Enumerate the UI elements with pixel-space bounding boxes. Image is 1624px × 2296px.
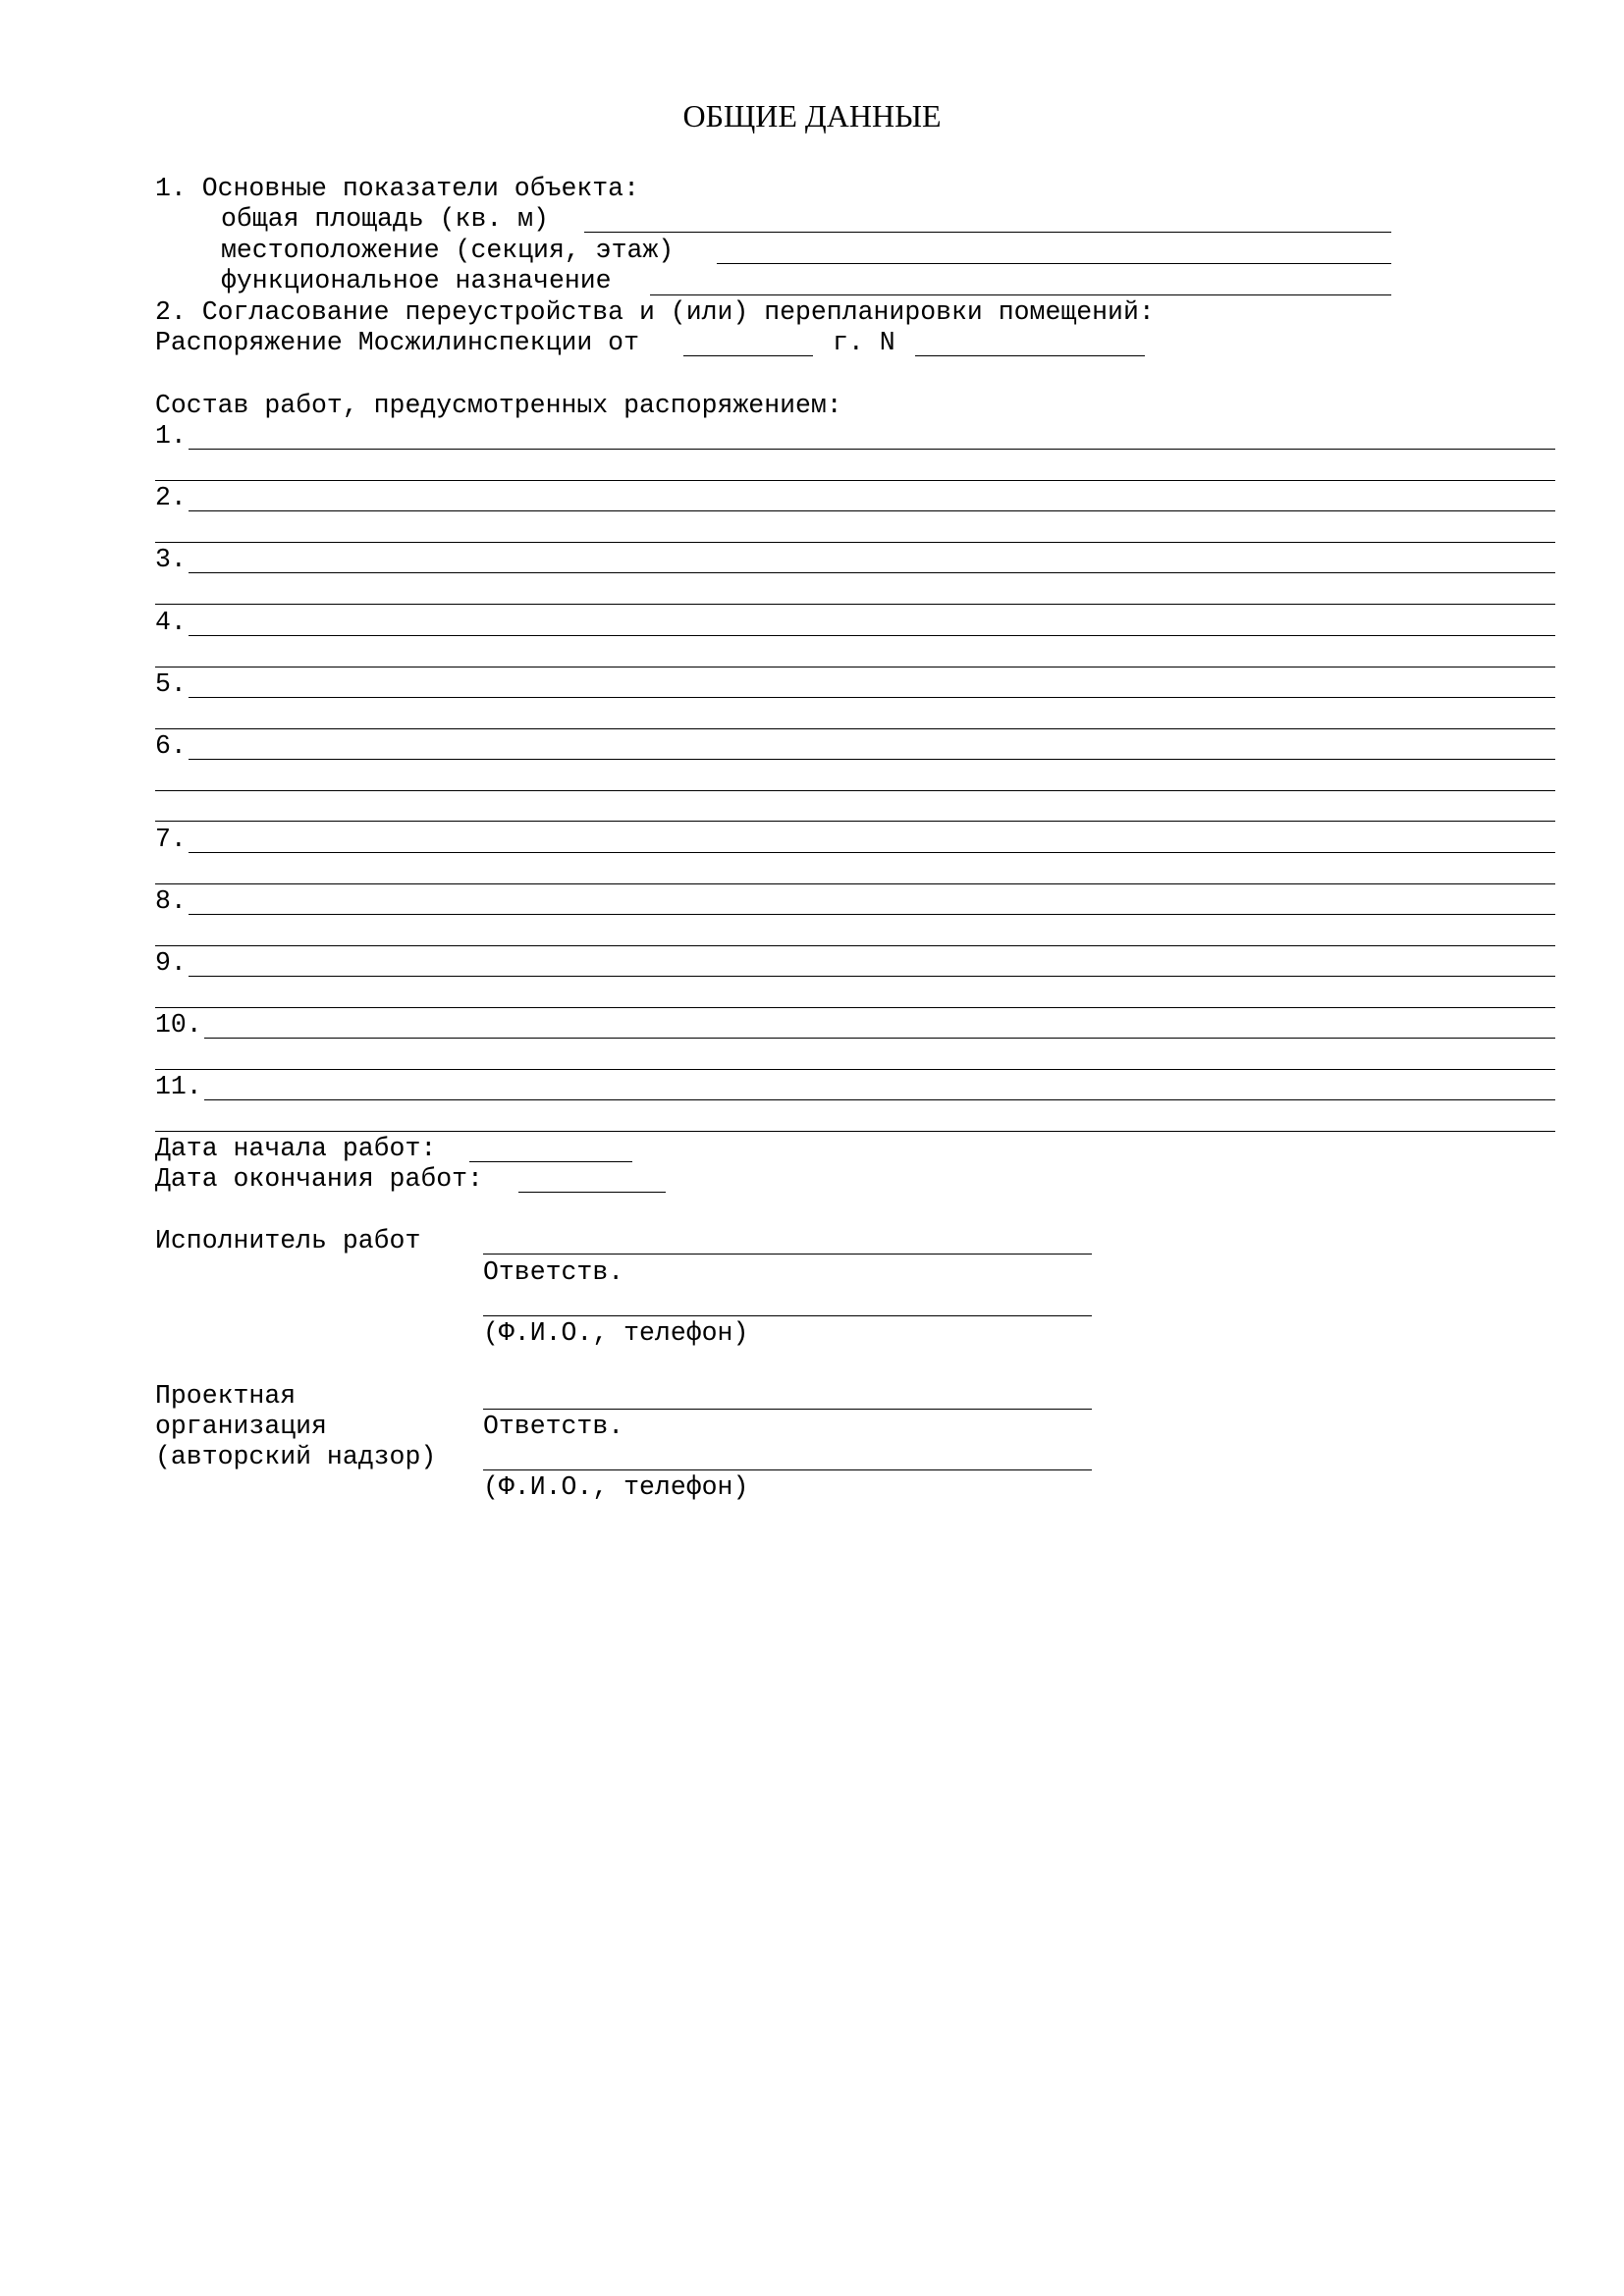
start-date-label: Дата начала работ: (155, 1134, 437, 1163)
work-item-number: 8. (155, 886, 187, 916)
design-org-label-1: Проектная (155, 1381, 297, 1411)
section2-heading: 2. Согласование переустройства и (или) перепланировки помещений: (155, 297, 1155, 327)
work-item-number: 3. (155, 545, 187, 574)
document-title: ОБЩИЕ ДАННЫЕ (682, 98, 942, 133)
order-number-field[interactable] (915, 355, 1145, 356)
work-item-line[interactable] (189, 635, 1555, 636)
end-date-field[interactable] (518, 1192, 666, 1193)
design-org-label-2: организация (155, 1412, 327, 1441)
order-year-label: г. N (833, 328, 895, 357)
work-item-line[interactable] (189, 572, 1555, 573)
work-item-number: 11. (155, 1072, 202, 1101)
work-item-line[interactable] (155, 1007, 1555, 1008)
section1-heading: 1. Основные показатели объекта: (155, 174, 639, 203)
work-item-line[interactable] (155, 821, 1555, 822)
design-org-contact-field[interactable] (483, 1469, 1092, 1470)
contractor-contact-caption: (Ф.И.О., телефон) (483, 1318, 749, 1348)
design-org-label-3: (авторский надзор) (155, 1442, 437, 1471)
work-item-number: 4. (155, 608, 187, 637)
work-item-number: 1. (155, 421, 187, 451)
work-item-line[interactable] (155, 728, 1555, 729)
work-item-line[interactable] (155, 883, 1555, 884)
design-org-contact-caption: (Ф.И.О., телефон) (483, 1472, 749, 1502)
work-item-line[interactable] (155, 604, 1555, 605)
work-item-line[interactable] (189, 449, 1555, 450)
area-field[interactable] (584, 232, 1391, 233)
purpose-field[interactable] (650, 294, 1391, 295)
order-prefix-label: Распоряжение Мосжилинспекции от (155, 328, 639, 357)
work-item-line[interactable] (189, 759, 1555, 760)
work-item-line[interactable] (155, 1131, 1555, 1132)
work-item-line[interactable] (189, 510, 1555, 511)
purpose-label: функциональное назначение (221, 266, 612, 295)
work-item-number: 2. (155, 483, 187, 512)
works-heading: Состав работ, предусмотренных распоряжением: (155, 391, 842, 420)
work-item-line[interactable] (189, 914, 1555, 915)
contractor-name-field[interactable] (483, 1254, 1092, 1255)
location-field[interactable] (717, 263, 1391, 264)
work-item-number: 9. (155, 948, 187, 978)
work-item-line[interactable] (189, 852, 1555, 853)
work-item-line[interactable] (189, 697, 1555, 698)
work-item-number: 10. (155, 1010, 202, 1040)
work-item-number: 5. (155, 669, 187, 699)
contractor-label: Исполнитель работ (155, 1226, 421, 1255)
design-org-responsible-label: Ответств. (483, 1412, 624, 1441)
work-item-number: 7. (155, 825, 187, 854)
work-item-line[interactable] (204, 1099, 1555, 1100)
end-date-label: Дата окончания работ: (155, 1164, 483, 1194)
area-label: общая площадь (кв. м) (221, 204, 549, 234)
work-item-line[interactable] (155, 790, 1555, 791)
start-date-field[interactable] (469, 1161, 632, 1162)
work-item-line[interactable] (204, 1038, 1555, 1039)
work-item-line[interactable] (155, 1069, 1555, 1070)
design-org-name-field[interactable] (483, 1409, 1092, 1410)
work-item-line[interactable] (155, 542, 1555, 543)
contractor-responsible-label: Ответств. (483, 1257, 624, 1287)
contractor-contact-field[interactable] (483, 1315, 1092, 1316)
order-date-field[interactable] (683, 355, 813, 356)
work-item-line[interactable] (155, 945, 1555, 946)
work-item-number: 6. (155, 731, 187, 761)
location-label: местоположение (секция, этаж) (221, 236, 675, 265)
work-item-line[interactable] (155, 480, 1555, 481)
work-item-line[interactable] (189, 976, 1555, 977)
